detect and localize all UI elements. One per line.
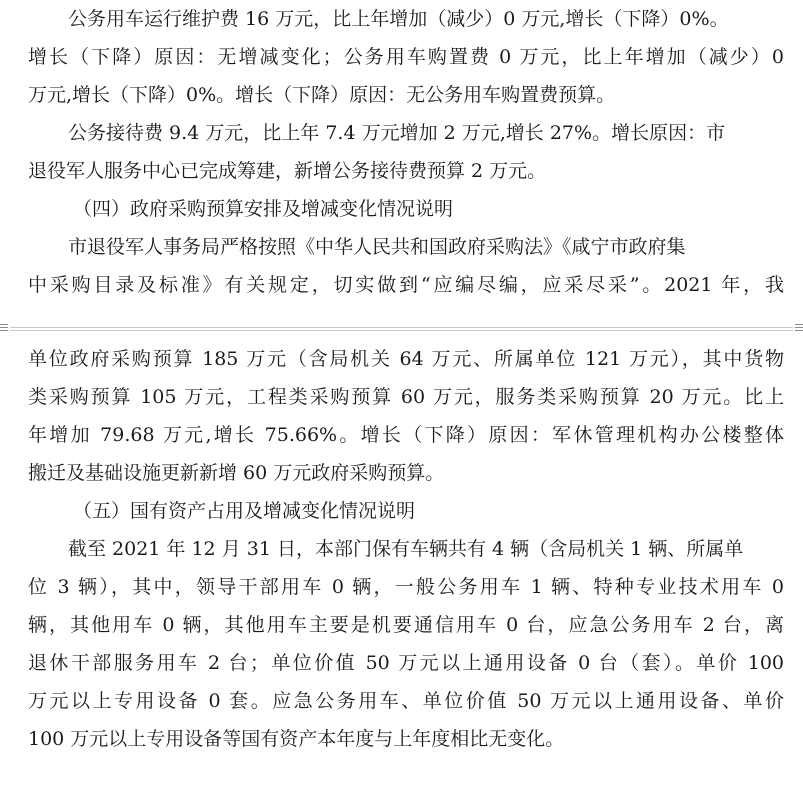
paragraph-line: 万元以上专用设备 0 套。应急公务用车、单位价值 50 万元以上通用设备、单价: [28, 690, 784, 712]
paragraph-line: 100 万元以上专用设备等国有资产本年度与上年度相比无变化。: [28, 728, 565, 750]
paragraph-line: 万元,增长（下降）0%。增长（下降）原因：无公务用车购置费预算。: [28, 84, 616, 106]
page-break-left-marker-icon: [0, 324, 8, 332]
page-1-text-block: [28, 0, 784, 304]
paragraph-line: 年增加 79.68 万元,增长 75.66%。增长（下降）原因：军休管理机构办公楼整体: [28, 424, 784, 446]
paragraph-line: 退休干部服务用车 2 台；单位价值 50 万元以上通用设备 0 台（套）。单价 100: [28, 652, 784, 674]
paragraph-line: 截至 2021 年 12 月 31 日，本部门保有车辆共有 4 辆（含局机关 1 辆、所属单: [68, 538, 744, 560]
page-break-separator: [0, 327, 803, 331]
paragraph-line: 中采购目录及标准》有关规定，切实做到“应编尽编，应采尽采”。2021 年，我: [28, 274, 784, 296]
section-heading-4: （四）政府采购预算安排及增减变化情况说明: [73, 198, 454, 220]
paragraph-line: 公务接待费 9.4 万元，比上年 7.4 万元增加 2 万元,增长 27%。增长原因：市: [68, 122, 726, 144]
section-heading-5: （五）国有资产占用及增减变化情况说明: [73, 500, 416, 522]
page-break-rule: [10, 327, 793, 328]
paragraph-line: 搬迁及基础设施更新新增 60 万元政府采购预算。: [28, 462, 445, 484]
paragraph-line: 退役军人服务中心已完成筹建，新增公务接待费预算 2 万元。: [28, 160, 547, 182]
paragraph-line: 类采购预算 105 万元，工程类采购预算 60 万元，服务类采购预算 20 万元。比上: [28, 386, 784, 408]
paragraph-line: 辆，其他用车 0 辆，其他用车主要是机要通信用车 0 台，应急公务用车 2 台，离: [28, 614, 784, 636]
paragraph-line: 位 3 辆），其中，领导干部用车 0 辆，一般公务用车 1 辆、特种专业技术用车 0: [28, 576, 784, 598]
paragraph-line: 增长（下降）原因：无增减变化；公务用车购置费 0 万元，比上年增加（减少）0: [28, 46, 784, 68]
page-2-text-block: [28, 340, 784, 758]
page-break-rule: [10, 330, 793, 331]
paragraph-line: 单位政府采购预算 185 万元（含局机关 64 万元、所属单位 121 万元），其中货物: [28, 348, 784, 370]
paragraph-line: 市退役军人事务局严格按照《中华人民共和国政府采购法》《咸宁市政府集: [68, 236, 686, 258]
paragraph-line: 公务用车运行维护费 16 万元，比上年增加（减少）0 万元,增长（下降）0%。: [68, 8, 729, 30]
page-break-right-marker-icon: [795, 324, 803, 332]
